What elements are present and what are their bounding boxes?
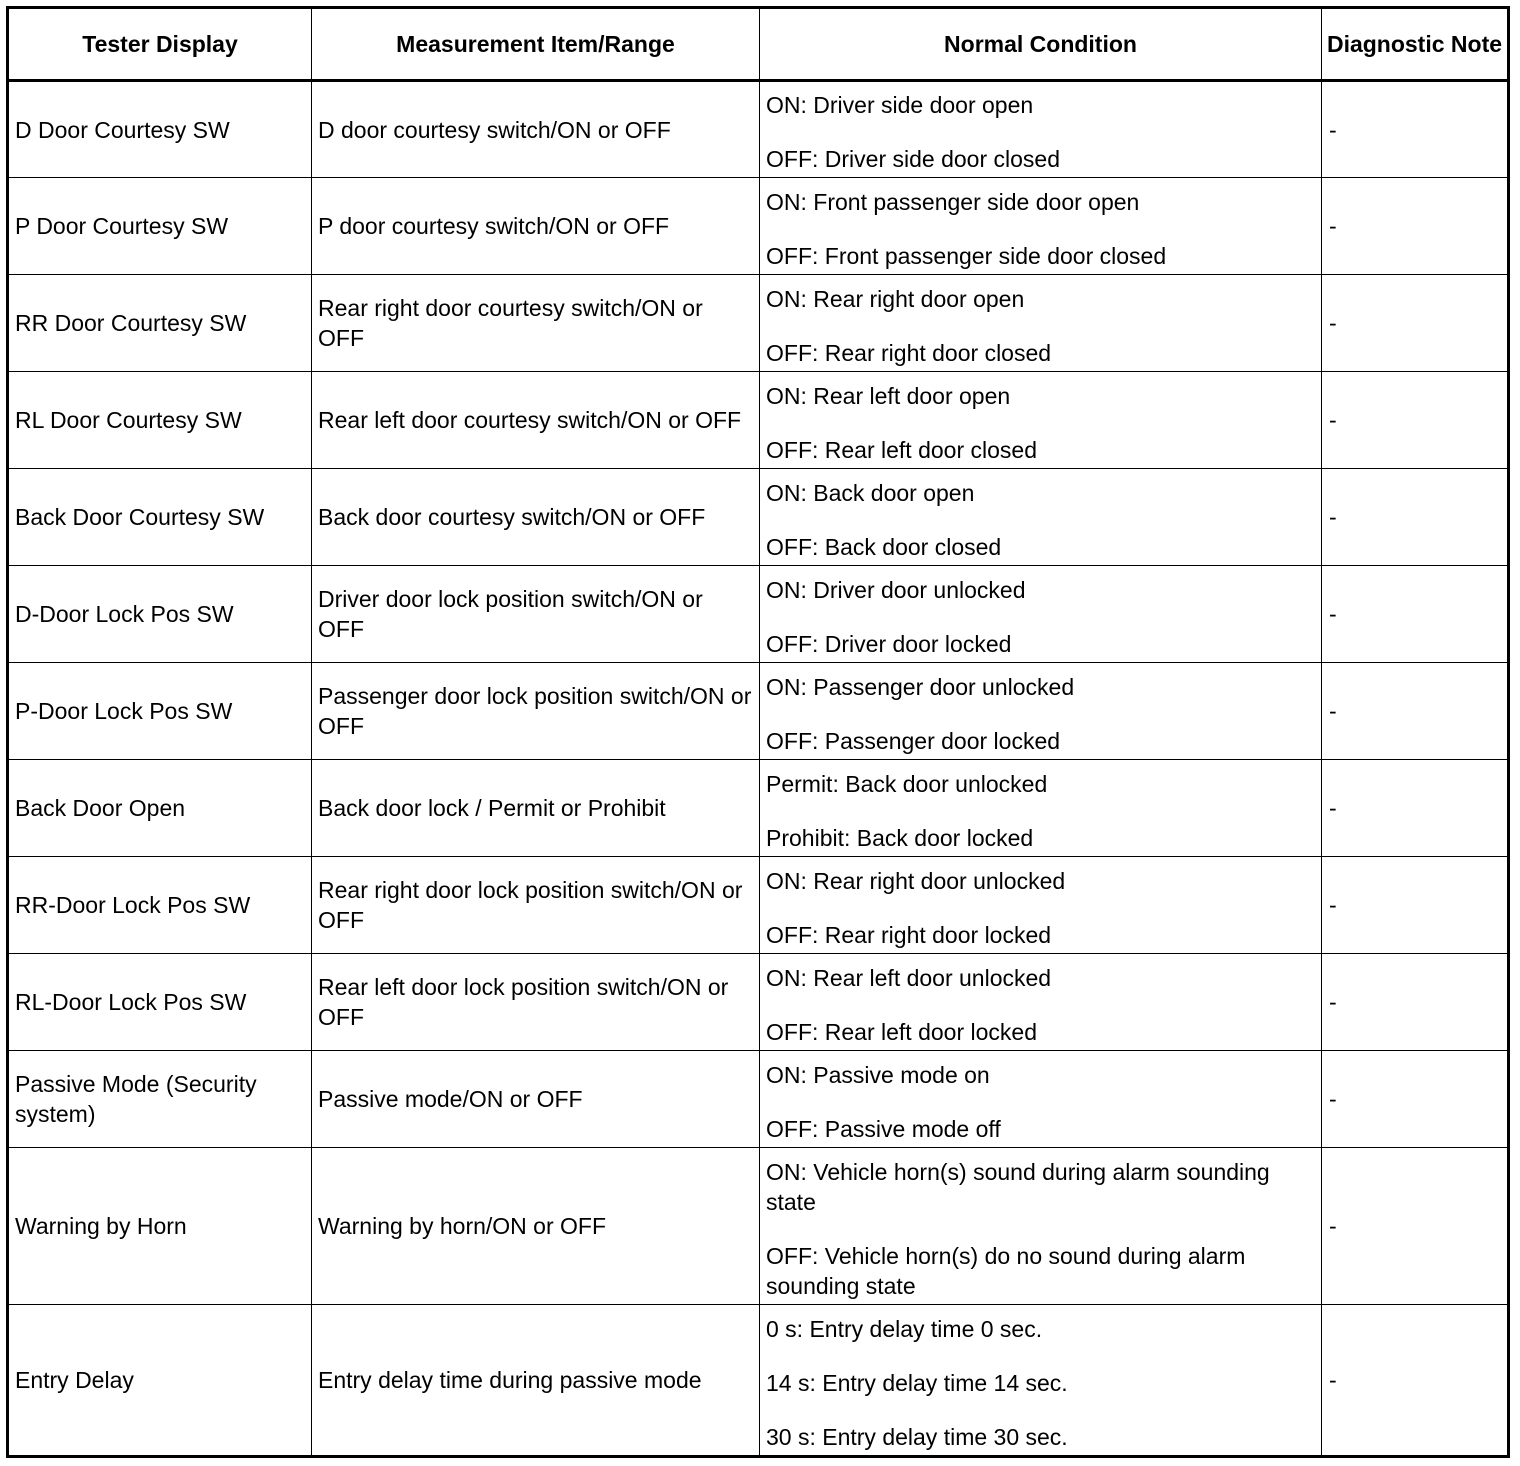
header-normal-condition: Normal Condition <box>760 8 1322 81</box>
condition-line: OFF: Driver side door closed <box>766 146 1060 172</box>
table-row <box>8 954 1509 1051</box>
condition-spacer <box>766 1344 1315 1368</box>
condition-spacer <box>766 605 1315 629</box>
condition-line: OFF: Rear left door closed <box>766 436 1037 463</box>
diagnostic-note-cell: - <box>1322 1051 1509 1148</box>
normal-condition-cell <box>760 663 1322 760</box>
normal-condition-cell <box>760 1305 1322 1457</box>
normal-condition-cell <box>760 857 1322 954</box>
condition-list <box>766 373 1315 468</box>
condition-list <box>766 179 1315 274</box>
tester-data-table <box>6 6 1510 1458</box>
table-row <box>8 1148 1509 1305</box>
tester-display-cell: Warning by Horn <box>8 1148 312 1305</box>
condition-line: OFF: Vehicle horn(s) do no sound during alarm sounding state <box>766 1242 1246 1299</box>
tester-display-cell: P Door Courtesy SW <box>8 178 312 275</box>
table-row <box>8 566 1509 663</box>
condition-line: Prohibit: Back door locked <box>766 824 1034 851</box>
condition-spacer <box>766 1398 1315 1422</box>
measurement-item-cell: Passive mode/ON or OFF <box>312 1051 760 1148</box>
tester-display-cell: D Door Courtesy SW <box>8 81 312 178</box>
condition-line: ON: Rear right door unlocked <box>766 867 1066 894</box>
header-row <box>8 8 1509 81</box>
condition-line: 14 s: Entry delay time 14 sec. <box>766 1369 1068 1396</box>
normal-condition-cell <box>760 178 1322 275</box>
measurement-item-cell: Warning by horn/ON or OFF <box>312 1148 760 1305</box>
table-row <box>8 760 1509 857</box>
condition-line: 30 s: Entry delay time 30 sec. <box>766 1423 1068 1450</box>
condition-spacer <box>766 1217 1315 1241</box>
condition-spacer <box>766 993 1315 1017</box>
normal-condition-cell <box>760 372 1322 469</box>
table-body <box>8 81 1509 1457</box>
tester-display-cell: D-Door Lock Pos SW <box>8 566 312 663</box>
normal-condition-cell <box>760 1148 1322 1305</box>
condition-list <box>766 1052 1315 1147</box>
diagnostic-note-cell: - <box>1322 954 1509 1051</box>
condition-list <box>766 858 1315 953</box>
condition-list <box>766 955 1315 1050</box>
condition-list <box>766 567 1315 662</box>
condition-spacer <box>766 217 1315 241</box>
condition-line: ON: Driver side door open <box>766 92 1034 118</box>
condition-line: ON: Passenger door unlocked <box>766 673 1075 700</box>
tester-display-cell: Passive Mode (Security system) <box>8 1051 312 1148</box>
measurement-item-cell: P door courtesy switch/ON or OFF <box>312 178 760 275</box>
measurement-item-cell: D door courtesy switch/ON or OFF <box>312 81 760 178</box>
condition-spacer <box>766 314 1315 338</box>
diagnostic-note-cell: - <box>1322 81 1509 178</box>
condition-line: ON: Driver door unlocked <box>766 576 1026 603</box>
tester-display-cell: P-Door Lock Pos SW <box>8 663 312 760</box>
diagnostic-note-cell: - <box>1322 566 1509 663</box>
measurement-item-cell: Rear left door lock position switch/ON or OFF <box>312 954 760 1051</box>
diagnostic-note-cell: - <box>1322 1305 1509 1457</box>
diagnostic-note-cell: - <box>1322 663 1509 760</box>
table-row <box>8 1051 1509 1148</box>
condition-list <box>766 1149 1315 1304</box>
normal-condition-cell <box>760 954 1322 1051</box>
normal-condition-cell <box>760 1051 1322 1148</box>
diagnostic-note-cell: - <box>1322 372 1509 469</box>
condition-line: OFF: Back door closed <box>766 533 1002 560</box>
condition-line: OFF: Passive mode off <box>766 1115 1001 1142</box>
condition-list <box>766 276 1315 371</box>
tester-display-cell: Back Door Open <box>8 760 312 857</box>
measurement-item-cell: Passenger door lock position switch/ON or OFF <box>312 663 760 760</box>
condition-list <box>766 470 1315 565</box>
diagnostic-note-cell: - <box>1322 857 1509 954</box>
normal-condition-cell <box>760 469 1322 566</box>
condition-spacer <box>766 799 1315 823</box>
condition-line: ON: Back door open <box>766 479 975 506</box>
condition-line: ON: Rear right door open <box>766 285 1025 312</box>
tester-display-cell: Back Door Courtesy SW <box>8 469 312 566</box>
condition-line: 0 s: Entry delay time 0 sec. <box>766 1315 1043 1342</box>
table-row <box>8 372 1509 469</box>
condition-spacer <box>766 702 1315 726</box>
table-row <box>8 663 1509 760</box>
condition-spacer <box>766 508 1315 532</box>
table-row <box>8 275 1509 372</box>
measurement-item-cell: Driver door lock position switch/ON or OFF <box>312 566 760 663</box>
normal-condition-cell <box>760 566 1322 663</box>
condition-spacer <box>766 120 1315 144</box>
condition-spacer <box>766 411 1315 435</box>
measurement-item-cell: Rear left door courtesy switch/ON or OFF <box>312 372 760 469</box>
table-row <box>8 178 1509 275</box>
condition-spacer <box>766 1090 1315 1114</box>
condition-list <box>766 664 1315 759</box>
condition-line: ON: Vehicle horn(s) sound during alarm sounding state <box>766 1158 1270 1215</box>
condition-line: OFF: Front passenger side door closed <box>766 242 1167 269</box>
measurement-item-cell: Entry delay time during passive mode <box>312 1305 760 1457</box>
condition-list <box>766 82 1315 177</box>
condition-line: OFF: Rear right door locked <box>766 921 1052 948</box>
table-row <box>8 857 1509 954</box>
tester-display-cell: RR Door Courtesy SW <box>8 275 312 372</box>
diagnostic-note-cell: - <box>1322 469 1509 566</box>
measurement-item-cell: Rear right door courtesy switch/ON or OFF <box>312 275 760 372</box>
tester-display-cell: RL-Door Lock Pos SW <box>8 954 312 1051</box>
tester-display-cell: RR-Door Lock Pos SW <box>8 857 312 954</box>
header-tester-display: Tester Display <box>8 8 312 81</box>
diagnostic-note-cell: - <box>1322 760 1509 857</box>
normal-condition-cell <box>760 275 1322 372</box>
tester-display-cell: RL Door Courtesy SW <box>8 372 312 469</box>
condition-line: OFF: Rear left door locked <box>766 1018 1037 1045</box>
condition-line: ON: Rear left door open <box>766 382 1011 409</box>
diagnostic-note-cell: - <box>1322 1148 1509 1305</box>
condition-list <box>766 1306 1315 1455</box>
measurement-item-cell: Back door courtesy switch/ON or OFF <box>312 469 760 566</box>
condition-line: ON: Front passenger side door open <box>766 188 1140 215</box>
diagnostic-note-cell: - <box>1322 275 1509 372</box>
condition-line: OFF: Driver door locked <box>766 630 1012 657</box>
table-row <box>8 1305 1509 1457</box>
table-row <box>8 81 1509 178</box>
measurement-item-cell: Back door lock / Permit or Prohibit <box>312 760 760 857</box>
condition-line: Permit: Back door unlocked <box>766 770 1048 797</box>
header-diagnostic-note: Diagnostic Note <box>1322 8 1509 81</box>
normal-condition-cell <box>760 81 1322 178</box>
condition-line: ON: Rear left door unlocked <box>766 964 1052 991</box>
measurement-item-cell: Rear right door lock position switch/ON or OFF <box>312 857 760 954</box>
condition-spacer <box>766 896 1315 920</box>
diagnostic-note-cell: - <box>1322 178 1509 275</box>
condition-line: ON: Passive mode on <box>766 1061 990 1088</box>
tester-display-cell: Entry Delay <box>8 1305 312 1457</box>
header-measurement-item: Measurement Item/Range <box>312 8 760 81</box>
normal-condition-cell <box>760 760 1322 857</box>
condition-line: OFF: Passenger door locked <box>766 727 1061 754</box>
table-row <box>8 469 1509 566</box>
condition-list <box>766 761 1315 856</box>
table-header <box>8 8 1509 81</box>
condition-line: OFF: Rear right door closed <box>766 339 1052 366</box>
